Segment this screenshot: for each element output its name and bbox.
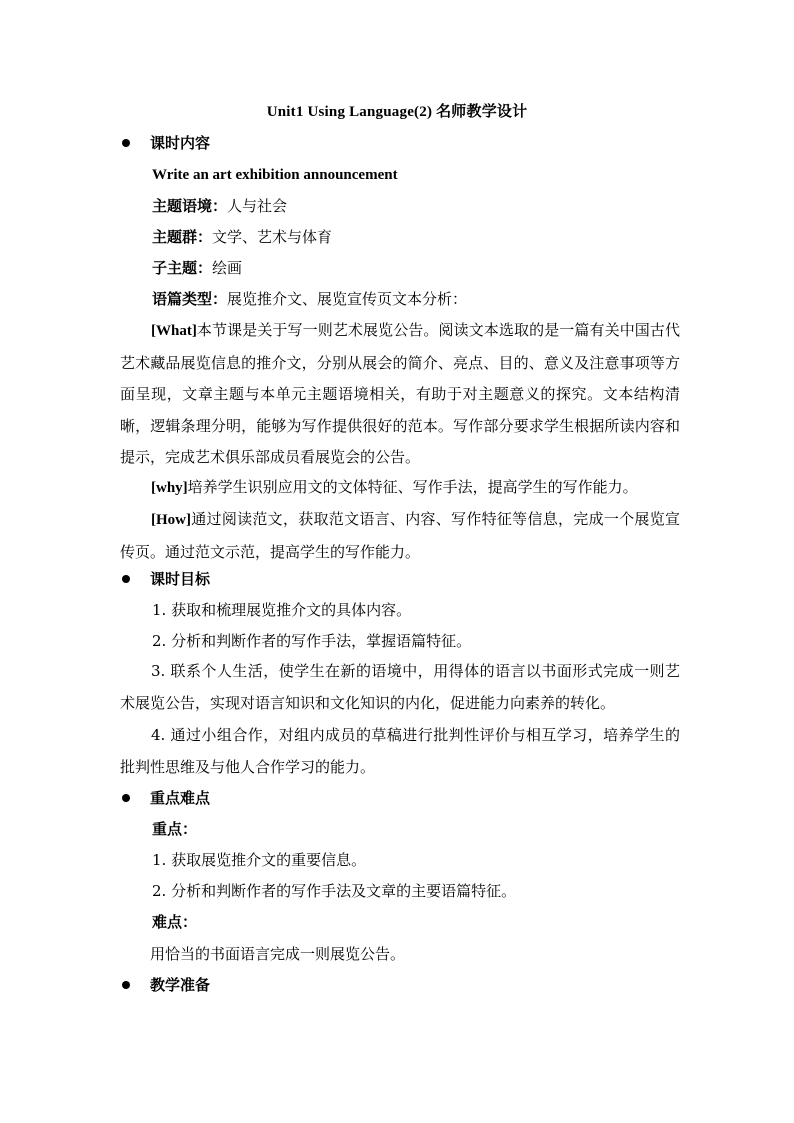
section-heading-goals: 课时目标 bbox=[150, 570, 211, 588]
theme-label: 主题语境： bbox=[152, 197, 228, 215]
how-paragraph bbox=[120, 504, 680, 568]
how-tag: [How] bbox=[151, 512, 191, 528]
what-paragraph bbox=[120, 315, 680, 474]
sub-line bbox=[152, 258, 242, 278]
why-tag: [why] bbox=[151, 480, 188, 496]
why-paragraph bbox=[120, 472, 680, 505]
bullet-icon bbox=[122, 794, 130, 802]
content-subtitle: Write an art exhibition announcement bbox=[152, 167, 398, 183]
sub-value: 绘画 bbox=[212, 259, 243, 277]
difficult-text: 用恰当的书面语言完成一则展览公告。 bbox=[150, 945, 406, 963]
section-heading-keypoints: 重点难点 bbox=[150, 789, 211, 807]
group-label: 主题群： bbox=[152, 228, 213, 246]
sub-label: 子主题： bbox=[152, 259, 213, 277]
bullet-icon bbox=[122, 575, 130, 583]
group-value: 文学、艺术与体育 bbox=[212, 228, 333, 246]
bullet-icon bbox=[122, 981, 130, 989]
theme-value: 人与社会 bbox=[227, 197, 288, 215]
key-item: 2. 分析和判断作者的写作手法及文章的主要语篇特征。 bbox=[152, 882, 517, 900]
difficult-label: 难点： bbox=[152, 913, 198, 931]
goal-item: 3. 联系个人生活，使学生在新的语境中，用得体的语言以书面形式完成一则艺术展览公告，实现对语言知识和文化知识的内化，促进能力向素养的转化。 bbox=[120, 662, 680, 712]
document-title: Unit1 Using Language(2) 名师教学设计 bbox=[266, 104, 528, 120]
goal-item: 1. 获取和梳理展览推介文的具体内容。 bbox=[152, 601, 412, 619]
key-label: 重点： bbox=[152, 820, 198, 838]
key-item: 1. 获取展览推介文的重要信息。 bbox=[152, 851, 367, 869]
section-heading-preparation: 教学准备 bbox=[150, 976, 211, 994]
what-text: 本节课是关于写一则艺术展览公告。阅读文本选取的是一篇有关中国古代艺术藏品展览信息的推介文，分别从展会的简介、亮点、目的、意义及注意事项等方面呈现，文章主题与本单元主题语境相关，有助于对主题意义的探究。文本结构清晰，逻辑条理分明，能够为写作提供很好的范本。写作部分要求学生根据所读内容和提示，完成艺术俱乐部成员看展览会的公告。 bbox=[120, 321, 680, 466]
goal-item: 4. 通过小组合作，对组内成员的草稿进行批判性评价与相互学习，培养学生的批判性思维及与他人合作学习的能力。 bbox=[120, 726, 680, 776]
theme-line bbox=[152, 196, 287, 216]
section-heading-content: 课时内容 bbox=[150, 134, 211, 152]
type-line bbox=[152, 289, 467, 309]
goal-item: 2. 分析和判断作者的写作手法，掌握语篇特征。 bbox=[152, 632, 472, 650]
group-line bbox=[152, 227, 332, 247]
how-text: 通过阅读范文，获取范文语言、内容、写作特征等信息，完成一个展览宣传页。通过范文示范，提高学生的写作能力。 bbox=[120, 510, 680, 561]
type-label: 语篇类型： bbox=[152, 290, 228, 308]
what-tag: [What] bbox=[151, 323, 197, 339]
type-value: 展览推介文、展览宣传页文本分析： bbox=[227, 290, 468, 308]
why-text: 培养学生识别应用文的文体特征、写作手法，提高学生的写作能力。 bbox=[187, 478, 638, 496]
bullet-icon bbox=[122, 139, 130, 147]
